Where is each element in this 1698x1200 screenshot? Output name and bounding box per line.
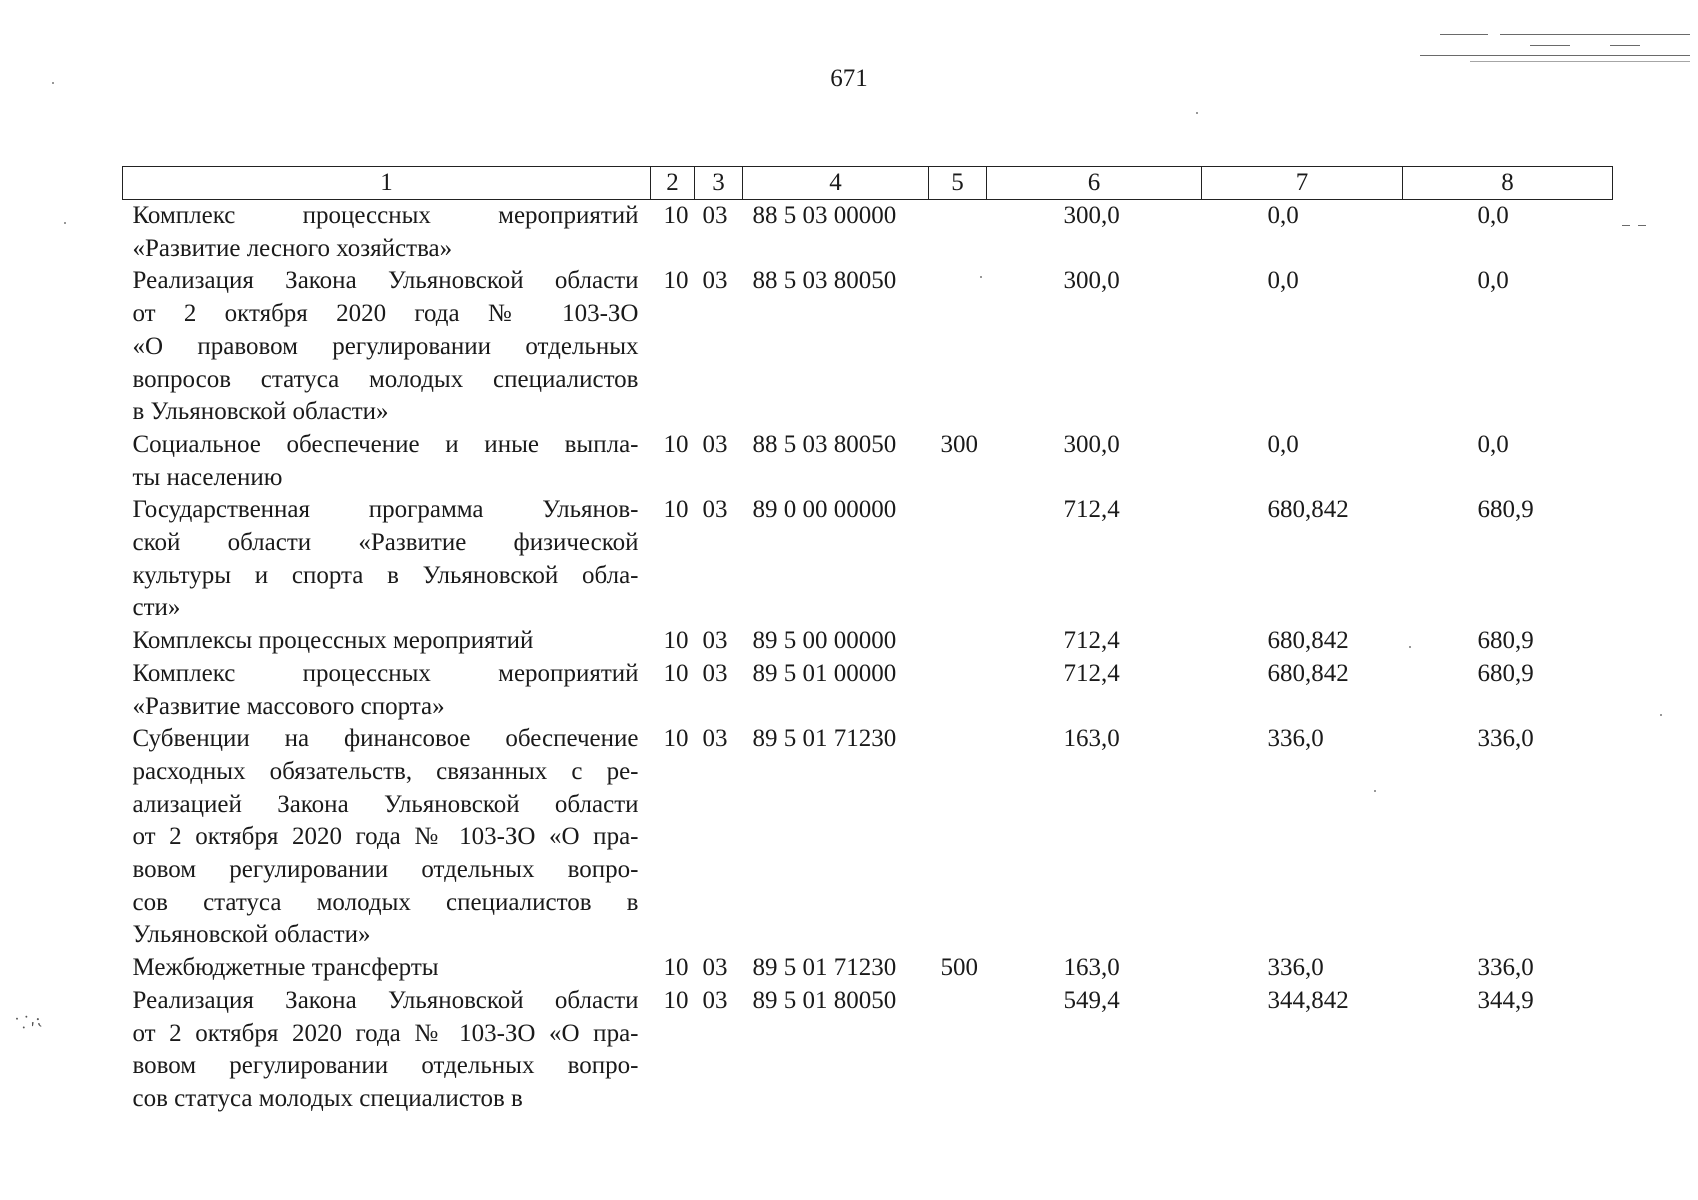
expense-type-cell: [929, 658, 987, 723]
section-code-cell: 10: [663, 496, 689, 524]
amount-col7-cell: 0,0: [1267, 430, 1299, 458]
scan-line: [1610, 45, 1640, 46]
item-name-cell: [123, 952, 651, 985]
amount-col8-cell: 336,0: [1477, 725, 1534, 753]
amount-col8-cell: 0,0: [1477, 267, 1509, 295]
target-article-cell: 89 5 01 71230: [752, 954, 897, 982]
expense-type-cell: 500: [940, 954, 978, 982]
table-row: [123, 429, 1613, 494]
expense-type-cell: [929, 200, 987, 266]
scan-line: [1440, 34, 1488, 35]
item-name-line: ской области «Развитие физической: [132, 529, 639, 557]
item-name-line: вовом регулировании отдельных вопро-: [132, 856, 639, 884]
item-name-line: Реализация Закона Ульяновской области: [132, 267, 639, 295]
table-row: [123, 658, 1613, 723]
scan-line: [1530, 45, 1570, 46]
item-name-line: ты населению: [132, 463, 283, 491]
header-cell-7: 7: [1202, 167, 1403, 200]
item-name-line: Межбюджетные трансферты: [132, 954, 439, 982]
header-cell-3: 3: [695, 167, 743, 200]
expense-type-cell: [929, 625, 987, 658]
page-number: 671: [830, 65, 868, 92]
amount-col8-cell: 344,9: [1477, 986, 1534, 1014]
section-code-cell: 10: [663, 430, 689, 458]
amount-col8-cell: 0,0: [1477, 430, 1509, 458]
table-row: [123, 952, 1613, 985]
item-name-line: «Развитие массового спорта»: [132, 692, 445, 720]
subsection-code-cell: 03: [702, 659, 728, 687]
header-cell-1: 1: [123, 167, 651, 200]
amount-col7-cell: 0,0: [1267, 267, 1299, 295]
scan-line: [1470, 61, 1690, 62]
amount-col6-cell: 300,0: [1063, 202, 1120, 229]
header-cell-2: 2: [651, 167, 695, 200]
amount-col6-cell: 300,0: [1063, 267, 1120, 295]
item-name-cell: [123, 494, 651, 625]
item-name-line: в Ульяновской области»: [132, 398, 389, 426]
table-body: [123, 200, 1613, 1116]
item-name-line: Социальное обеспечение и иные выпла-: [132, 430, 639, 458]
amount-col8-cell: 680,9: [1477, 496, 1534, 524]
section-code-cell: 10: [663, 267, 689, 295]
scan-dot: [1660, 714, 1662, 716]
scan-line: [1622, 225, 1630, 226]
table-header-row: [123, 167, 1613, 200]
amount-col6-cell: 300,0: [1063, 430, 1120, 458]
subsection-code-cell: 03: [702, 267, 728, 295]
amount-col6-cell: 712,4: [1063, 496, 1120, 524]
subsection-code-cell: 03: [702, 954, 728, 982]
item-name-line: сти»: [132, 594, 181, 622]
table-row: [123, 200, 1613, 266]
budget-table: [122, 166, 1613, 1116]
target-article-cell: 89 5 00 00000: [752, 627, 897, 655]
expense-type-cell: [929, 265, 987, 429]
amount-col8-cell: 680,9: [1477, 659, 1534, 687]
header-cell-6: 6: [987, 167, 1202, 200]
item-name-line: расходных обязательств, связанных с ре-: [132, 757, 639, 785]
subsection-code-cell: 03: [702, 986, 728, 1014]
item-name-cell: [123, 200, 651, 266]
target-article-cell: 88 5 03 80050: [752, 267, 897, 295]
amount-col7-cell: 0,0: [1267, 202, 1299, 229]
target-article-cell: 89 5 01 71230: [752, 725, 897, 753]
subsection-code-cell: 03: [702, 725, 728, 753]
section-code-cell: 10: [663, 725, 689, 753]
subsection-code-cell: 03: [702, 202, 728, 229]
scan-line: [1638, 225, 1646, 226]
amount-col7-cell: 344,842: [1267, 986, 1349, 1014]
scan-dot: [64, 222, 66, 224]
amount-col8-cell: 0,0: [1477, 202, 1509, 229]
table-row: [123, 723, 1613, 952]
item-name-cell: [123, 985, 651, 1116]
amount-col8-cell: 680,9: [1477, 627, 1534, 655]
item-name-cell: [123, 658, 651, 723]
scan-dot: [52, 82, 54, 84]
item-name-line: культуры и спорта в Ульяновской обла-: [132, 561, 639, 589]
expense-type-cell: 300: [940, 430, 978, 458]
item-name-line: сов статуса молодых специалистов в: [132, 888, 639, 916]
scan-line: [1500, 34, 1690, 35]
target-article-cell: 88 5 03 00000: [752, 202, 897, 229]
item-name-line: «Развитие лесного хозяйства»: [132, 234, 453, 262]
amount-col6-cell: 163,0: [1063, 954, 1120, 982]
header-cell-8: 8: [1403, 167, 1613, 200]
item-name-line: «О правовом регулировании отдельных: [132, 332, 639, 360]
item-name-line: вопросов статуса молодых специалистов: [132, 365, 639, 393]
header-cell-4: 4: [743, 167, 929, 200]
item-name-cell: [123, 265, 651, 429]
expense-type-cell: [929, 494, 987, 625]
amount-col7-cell: 680,842: [1267, 659, 1349, 687]
scan-line: [1420, 55, 1690, 56]
item-name-cell: [123, 429, 651, 494]
item-name-line: сов статуса молодых специалистов в: [132, 1084, 523, 1112]
amount-col7-cell: 336,0: [1267, 725, 1324, 753]
subsection-code-cell: 03: [702, 496, 728, 524]
item-name-line: Комплексы процессных мероприятий: [132, 627, 534, 655]
item-name-line: Комплекс процессных мероприятий: [132, 659, 639, 687]
header-cell-5: 5: [929, 167, 987, 200]
section-code-cell: 10: [663, 986, 689, 1014]
expense-type-cell: [929, 723, 987, 952]
margin-scribble: ⸪⸴⁏: [14, 1009, 44, 1034]
item-name-line: от 2 октября 2020 года № 103-ЗО: [132, 300, 639, 328]
item-name-cell: [123, 723, 651, 952]
target-article-cell: 89 5 01 80050: [752, 986, 897, 1014]
target-article-cell: 89 0 00 00000: [752, 496, 897, 524]
item-name-line: от 2 октября 2020 года № 103-ЗО «О пра-: [132, 823, 639, 851]
amount-col6-cell: 163,0: [1063, 725, 1120, 753]
item-name-line: Ульяновской области»: [132, 921, 371, 949]
item-name-line: Государственная программа Ульянов-: [132, 496, 639, 524]
item-name-line: Субвенции на финансовое обеспечение: [132, 725, 639, 753]
target-article-cell: 89 5 01 00000: [752, 659, 897, 687]
amount-col8-cell: 336,0: [1477, 954, 1534, 982]
amount-col7-cell: 680,842: [1267, 496, 1349, 524]
item-name-line: от 2 октября 2020 года № 103-ЗО «О пра-: [132, 1019, 639, 1047]
amount-col6-cell: 712,4: [1063, 659, 1120, 687]
table-row: [123, 625, 1613, 658]
expense-type-cell: [929, 985, 987, 1116]
item-name-line: Комплекс процессных мероприятий: [132, 202, 639, 229]
section-code-cell: 10: [663, 202, 689, 229]
amount-col6-cell: 549,4: [1063, 986, 1120, 1014]
item-name-cell: [123, 625, 651, 658]
section-code-cell: 10: [663, 954, 689, 982]
target-article-cell: 88 5 03 80050: [752, 430, 897, 458]
item-name-line: ализацией Закона Ульяновской области: [132, 790, 639, 818]
table-row: [123, 265, 1613, 429]
subsection-code-cell: 03: [702, 430, 728, 458]
table-row: [123, 985, 1613, 1116]
section-code-cell: 10: [663, 659, 689, 687]
item-name-line: Реализация Закона Ульяновской области: [132, 986, 639, 1014]
scan-dot: [1196, 112, 1198, 114]
amount-col7-cell: 336,0: [1267, 954, 1324, 982]
section-code-cell: 10: [663, 627, 689, 655]
amount-col7-cell: 680,842: [1267, 627, 1349, 655]
subsection-code-cell: 03: [702, 627, 728, 655]
item-name-line: вовом регулировании отдельных вопро-: [132, 1052, 639, 1080]
table-row: [123, 494, 1613, 625]
amount-col6-cell: 712,4: [1063, 627, 1120, 655]
